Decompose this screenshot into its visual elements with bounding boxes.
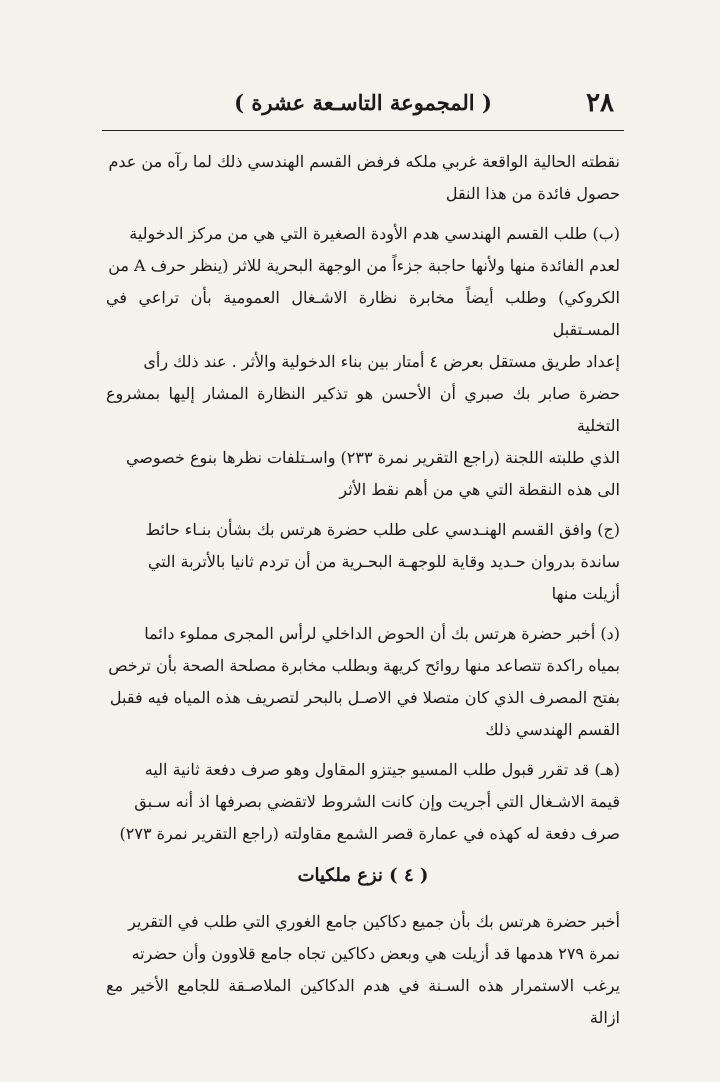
paragraph-b bbox=[106, 218, 620, 506]
text-line: الى هذه النقطة التي هي من أهم نقط الأثر bbox=[339, 480, 620, 499]
paragraph-c bbox=[106, 514, 620, 610]
text-line: أخبر حضرة هرتس بك بأن جميع دكاكين جامع الغوري التي طلب في التقرير bbox=[128, 912, 620, 931]
text-line: يرغب الاستمرار هذه السـنة في هدم الدكاكين الملاصـقة للجامع الأخير مع ازالة bbox=[106, 976, 620, 1027]
paragraph-intro bbox=[106, 146, 620, 210]
text-line: حصول فائدة من هذا النقل bbox=[445, 184, 620, 203]
section-heading: ( ٤ ) نزع ملكيات bbox=[297, 865, 429, 886]
text-line: الكروكي) وطلب أيضاً مخابرة نظارة الاشـغال العمومية بأن تراعي في المسـتقبل bbox=[106, 288, 620, 339]
paragraph-d bbox=[106, 618, 620, 746]
header-rule bbox=[102, 130, 624, 131]
running-title: ( المجموعة التاسـعة عشرة ) bbox=[234, 90, 492, 115]
body-text bbox=[106, 146, 620, 1042]
text-line: صرف دفعة له كهذه في عمارة قصر الشمع مقاولته (راجع التقرير نمرة ٢٧٣) bbox=[119, 824, 620, 843]
text-line: حضرة صابر بك صبري أن الأحسن هو تذكير النظارة المشار إليها بمشروع التخلية bbox=[106, 384, 620, 435]
text-line: ساندة بدروان حـديد وقاية للوجهـة البحـرية من أن تردم ثانيا بالأتربة التي bbox=[147, 552, 620, 571]
page-number: ٢٨ bbox=[586, 88, 614, 118]
text-line: (ب) طلب القسم الهندسي هدم الأودة الصغيرة التي هي من مركز الدخولية bbox=[129, 224, 620, 243]
text-line: لعدم الفائدة منها ولأنها حاجبة جزءاً من الوجهة البحرية للاثر (ينظر حرف A من bbox=[108, 256, 620, 275]
text-line: بفتح المصرف الذي كان متصلا في الاصـل بالبحر لتصريف هذه المياه فيه فقبل bbox=[109, 688, 620, 707]
text-line: (د) أخبر حضرة هرتس بك أن الحوض الداخلي لرأس المجرى مملوء دائما bbox=[144, 624, 620, 643]
text-line: نقطته الحالية الواقعة غربي ملكه فرفض القسم الهندسي ذلك لما رآه من عدم bbox=[108, 152, 620, 171]
paragraph-h bbox=[106, 754, 620, 850]
text-line: نمرة ٢٧٩ هدمها قد أزيلت هي وبعض دكاكين تجاه جامع قلاوون وأن حضرته bbox=[131, 944, 620, 963]
paragraph-section4 bbox=[106, 906, 620, 1034]
text-line: القسم الهندسي ذلك bbox=[485, 720, 620, 739]
page-header bbox=[102, 88, 624, 128]
text-line: (هـ) قد تقرر قبول طلب المسيو جيتزو المقاول وهو صرف دفعة ثانية اليه bbox=[144, 760, 620, 779]
text-line: (ج) وافق القسم الهنـدسي على طلب حضرة هرتس بك بشأن بنـاء حائط bbox=[145, 520, 620, 539]
text-line: أزيلت منها bbox=[551, 584, 620, 603]
text-line: بمياه راكدة تتصاعد منها روائح كريهة وبطلب مخابرة مصلحة الصحة بأن ترخص bbox=[108, 656, 620, 675]
text-line: الذي طلبته اللجنة (راجع التقرير نمرة ٢٣٣) واسـتلفات نظرها بنوع خصوصي bbox=[125, 448, 620, 467]
text-line: قيمة الاشـغال التي أجريت وإن كانت الشروط لاتقضي بصرفها اذ أنه سـبق bbox=[134, 792, 620, 811]
text-line: إعداد طريق مستقل بعرض ٤ أمتار بين بناء الدخولية والأثر . عند ذلك رأى bbox=[143, 352, 620, 371]
